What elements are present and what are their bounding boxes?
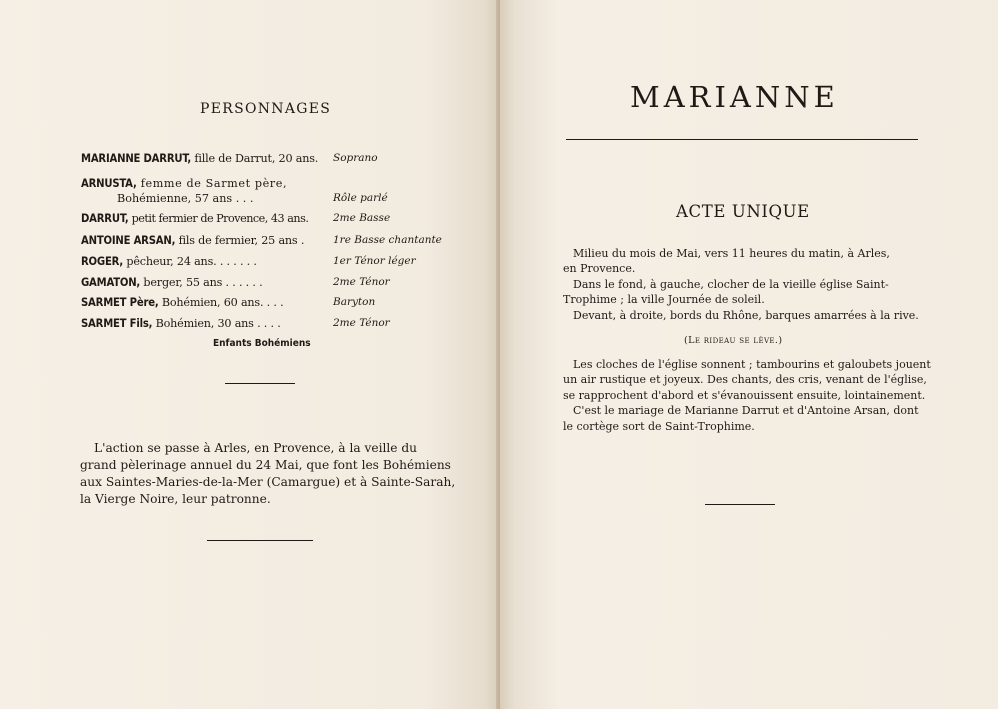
scene-line: Milieu du mois de Mai, vers 11 heures du matin, à Arles, <box>573 247 890 260</box>
action-line: le cortège sort de Saint-Trophime. <box>563 419 755 433</box>
character-row <box>81 177 461 193</box>
character-name: ANTOINE ARSAN, <box>81 234 176 247</box>
voice-type: Baryton <box>333 296 376 308</box>
character-row <box>81 317 461 333</box>
character-role: pêcheur, 24 ans. . . . . . . <box>123 255 257 268</box>
action-line: se rapprochent d'abord et s'évanouissent ensuite, lointainement. <box>563 388 926 402</box>
character-role: femme de Sarmet père, <box>136 177 288 190</box>
voice-type: 1re Basse chantante <box>333 234 442 246</box>
character-name: GAMATON, <box>81 276 141 289</box>
action-line: un air rustique et joyeux. Des chants, des cris, venant de l'église, <box>563 373 927 387</box>
character-role: Bohémien, 60 ans. . . . <box>158 296 284 309</box>
curtain-direction: (Le rideau se lève.) <box>684 335 783 346</box>
character-row <box>81 234 461 250</box>
voice-type: Rôle parlé <box>333 192 388 204</box>
voice-type: Soprano <box>333 152 378 164</box>
character-row <box>81 296 461 312</box>
scene-line: Dans le fond, à gauche, clocher de la vieille église Saint- <box>573 277 889 291</box>
setting-line: L'action se passe à Arles, en Provence, à la veille du <box>94 441 418 455</box>
character-name: MARIANNE DARRUT, <box>81 152 192 165</box>
character-name: SARMET Père, <box>81 296 159 309</box>
setting-line: la Vierge Noire, leur patronne. <box>80 492 271 506</box>
character-role: Bohémienne, 57 ans . . . <box>117 192 254 205</box>
character-row <box>81 255 461 271</box>
character-role: fille de Darrut, 20 ans. <box>191 152 319 165</box>
character-row-continued <box>81 192 461 208</box>
extras-label: Enfants Bohémiens <box>213 338 311 349</box>
character-row <box>81 276 461 292</box>
divider-rule <box>705 504 775 505</box>
character-name: DARRUT, <box>81 212 129 225</box>
character-row <box>81 212 461 228</box>
voice-type: 1er Ténor léger <box>333 255 416 267</box>
setting-line: aux Saintes-Maries-de-la-Mer (Camargue) et à Sainte-Sarah, <box>80 475 456 489</box>
character-role: petit fermier de Provence, 43 ans. <box>128 212 309 225</box>
act-heading: ACTE UNIQUE <box>676 202 810 221</box>
character-name: ARNUSTA, <box>81 177 137 190</box>
action-description <box>563 357 931 434</box>
action-line: Les cloches de l'église sonnent ; tambourins et galoubets jouent <box>573 358 931 371</box>
title-rule <box>566 139 918 140</box>
setting-line: grand pèlerinage annuel du 24 Mai, que font les Bohémiens <box>80 458 451 472</box>
divider-rule <box>225 383 295 384</box>
character-name: ROGER, <box>81 255 124 268</box>
voice-type: 2me Ténor <box>333 276 390 288</box>
setting-paragraph <box>80 440 456 508</box>
scene-line: en Provence. <box>563 262 636 276</box>
action-line: C'est le mariage de Marianne Darrut et d'Antoine Arsan, dont <box>573 404 919 418</box>
character-row <box>81 152 461 168</box>
divider-rule <box>207 540 313 541</box>
play-title: MARIANNE <box>630 80 839 114</box>
character-role: fils de fermier, 25 ans . <box>175 234 305 247</box>
scene-line: Trophime ; la ville Journée de soleil. <box>563 293 765 307</box>
character-role: berger, 55 ans . . . . . . <box>140 276 263 289</box>
voice-type: 2me Ténor <box>333 317 390 329</box>
character-name: SARMET Fils, <box>81 317 153 330</box>
characters-heading: PERSONNAGES <box>200 101 332 117</box>
scene-line: Devant, à droite, bords du Rhône, barques amarrées à la rive. <box>573 308 919 322</box>
character-role: Bohémien, 30 ans . . . . <box>152 317 281 330</box>
voice-type: 2me Basse <box>333 212 391 224</box>
scene-description <box>563 246 923 323</box>
